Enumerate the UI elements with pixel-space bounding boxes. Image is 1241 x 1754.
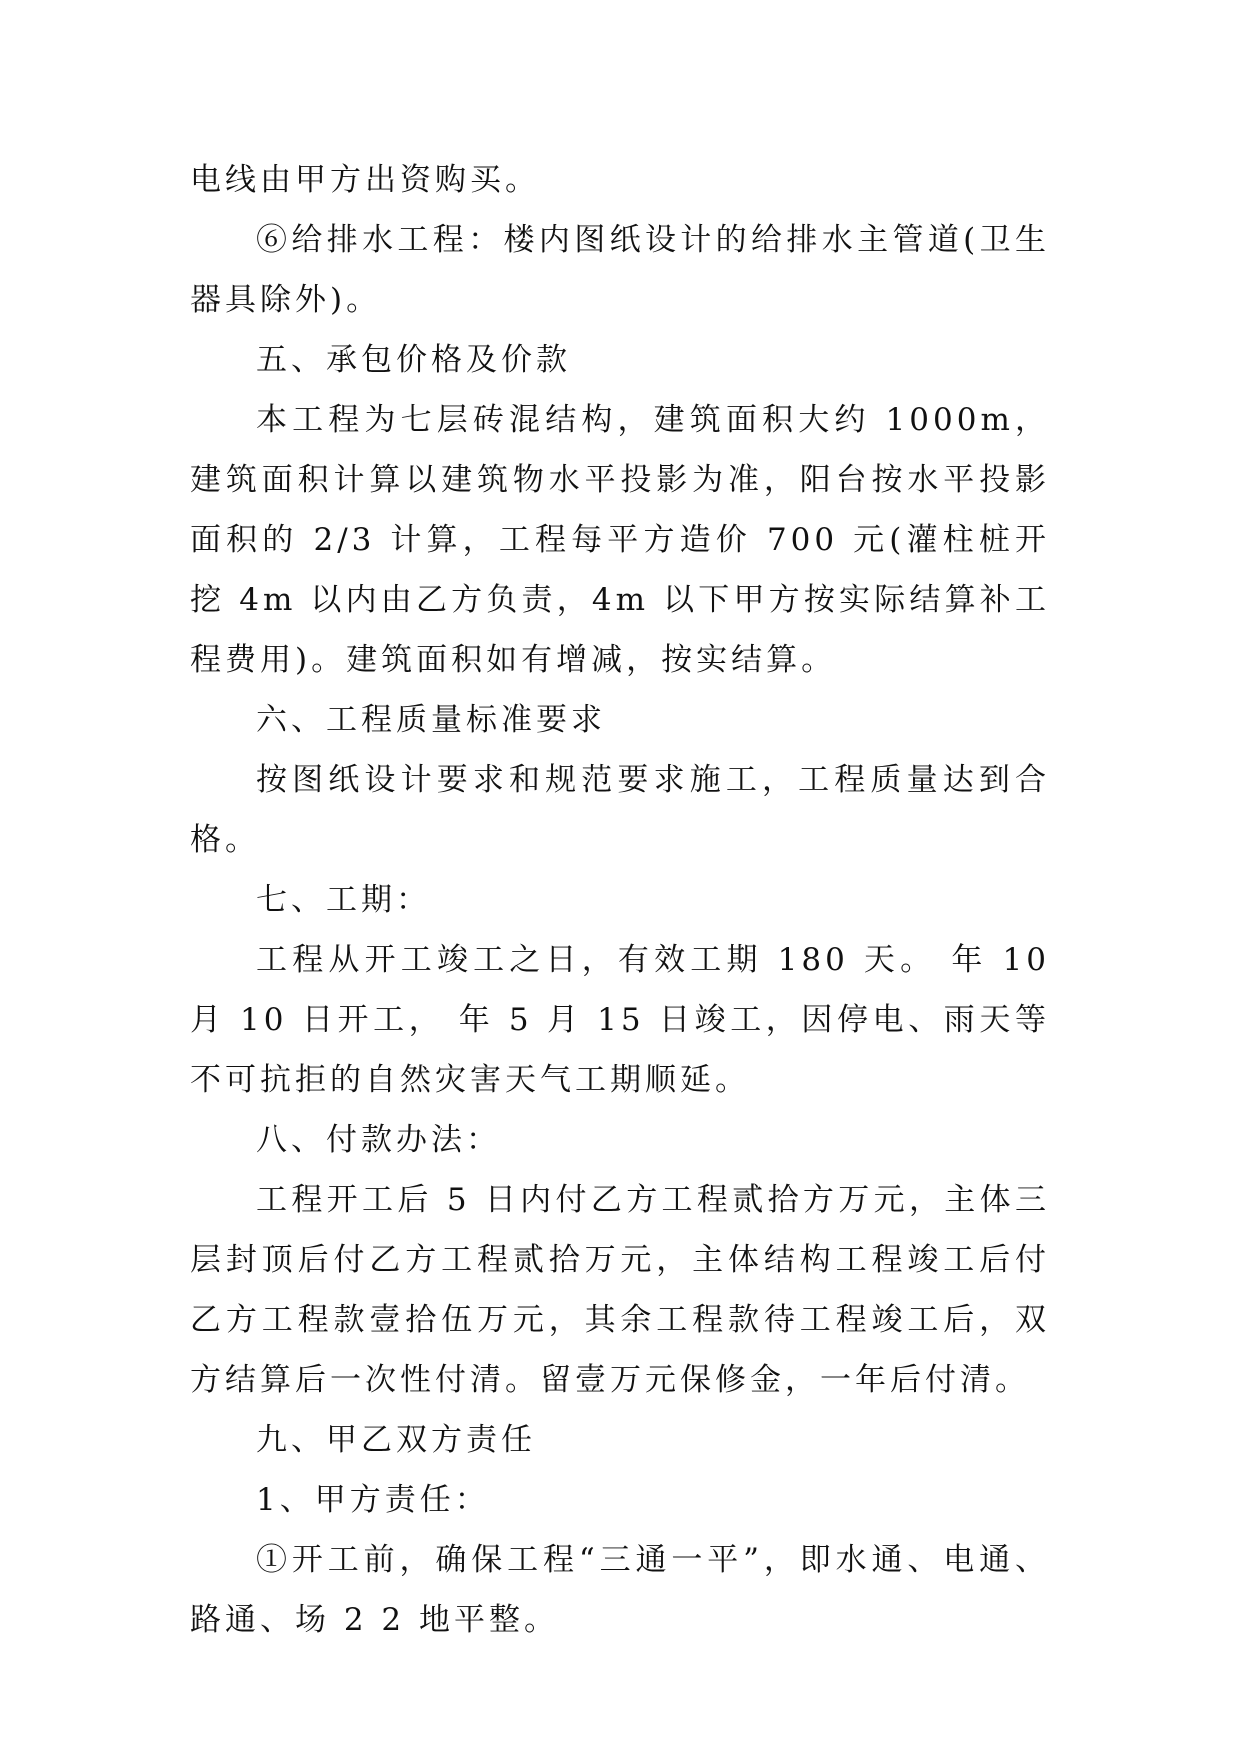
heading-quality-standard: 六、工程质量标准要求 <box>256 702 606 738</box>
heading-party-responsibilities: 九、甲乙双方责任 <box>256 1422 536 1458</box>
heading-construction-period: 七、工期： <box>256 882 431 918</box>
heading-contract-price: 五、承包价格及价款 <box>256 342 571 378</box>
paragraph-payment-method: 工程开工后 5 日内付乙方工程贰拾方万元，主体三层封顶后付乙方工程贰拾万元，主体结构工程竣工后付乙方工程款壹拾伍万元，其余工程款待工程竣工后，双方结算后一次性付清。留壹万元保修金，一年后付清。 <box>190 1182 1050 1398</box>
paragraph-contract-price: 本工程为七层砖混结构，建筑面积大约 1000m，建筑面积计算以建筑物水平投影为准，阳台按水平投影面积的 2/3 计算，工程每平方造价 700 元(灌柱桩开挖 4m 以内由乙方负责，4m 以下甲方按实际结算补工程费用)。建筑面积如有增减，按实结算。 <box>190 402 1050 678</box>
paragraph-quality-standard: 按图纸设计要求和规范要求施工，工程质量达到合格。 <box>190 762 1050 858</box>
heading-payment-method: 八、付款办法： <box>256 1122 501 1158</box>
document-body <box>190 150 1050 1650</box>
paragraph-construction-period: 工程从开工竣工之日，有效工期 180 天。 年 10 月 10 日开工， 年 5 月 15 日竣工，因停电、雨天等不可抗拒的自然灾害天气工期顺延。 <box>190 942 1050 1098</box>
heading-party-a-responsibilities: 1、甲方责任： <box>256 1482 490 1518</box>
paragraph-electric-wire: 电线由甲方出资购买。 <box>190 162 540 198</box>
paragraph-plumbing: ⑥给排水工程：楼内图纸设计的给排水主管道(卫生器具除外)。 <box>190 222 1050 318</box>
paragraph-party-a-item-1: ①开工前，确保工程“三通一平”，即水通、电通、路通、场 2 2 地平整。 <box>190 1542 1050 1638</box>
